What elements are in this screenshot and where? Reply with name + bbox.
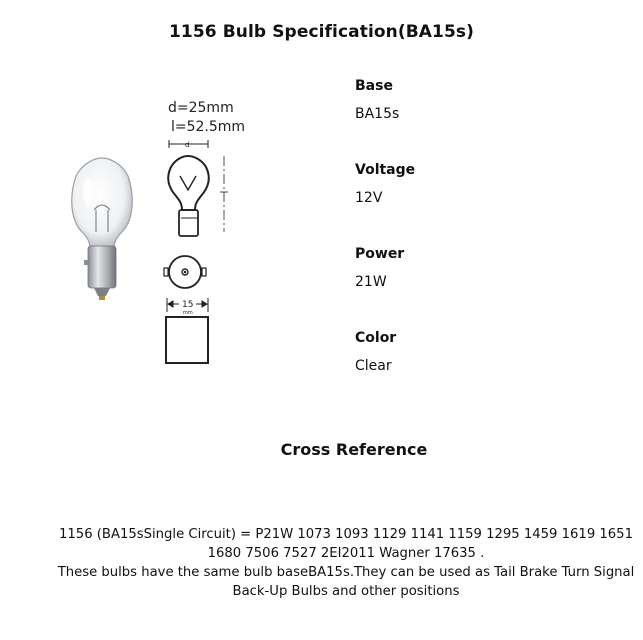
dimension-l-label: l=52.5mm [171, 119, 246, 135]
dimension-d-label: d=25mm [168, 100, 234, 116]
cross-reference-line-1: 1156 (BA15sSingle Circuit) = P21W 1073 1093 1129 1141 1159 1295 1459 1619 1651 1680 7506 7527 2EI2011 Wagner 17635 . [59, 527, 633, 561]
base-width-unit-label: mm [183, 310, 193, 316]
cross-reference-line-2: These bulbs have the same bulb baseBA15s.They can be used as Tail Brake Turn Signal Back-Up Bulbs and other positions [57, 565, 635, 599]
spec-label-voltage: Voltage [355, 162, 416, 178]
cross-reference-text [56, 525, 636, 601]
base-width-label: 15 [182, 300, 194, 310]
bulb-illustration [58, 72, 298, 384]
spec-value-voltage: 12V [355, 190, 383, 206]
spec-value-base: BA15s [355, 106, 400, 122]
spec-label-power: Power [355, 246, 405, 262]
page-title: 1156 Bulb Specification(BA15s) [169, 22, 474, 42]
spec-label-base: Base [355, 78, 393, 94]
d-marker-label: d [185, 141, 190, 149]
spec-label-color: Color [355, 330, 397, 346]
spec-value-power: 21W [355, 274, 387, 290]
cross-reference-title: Cross Reference [280, 440, 428, 459]
spec-value-color: Clear [355, 358, 392, 374]
